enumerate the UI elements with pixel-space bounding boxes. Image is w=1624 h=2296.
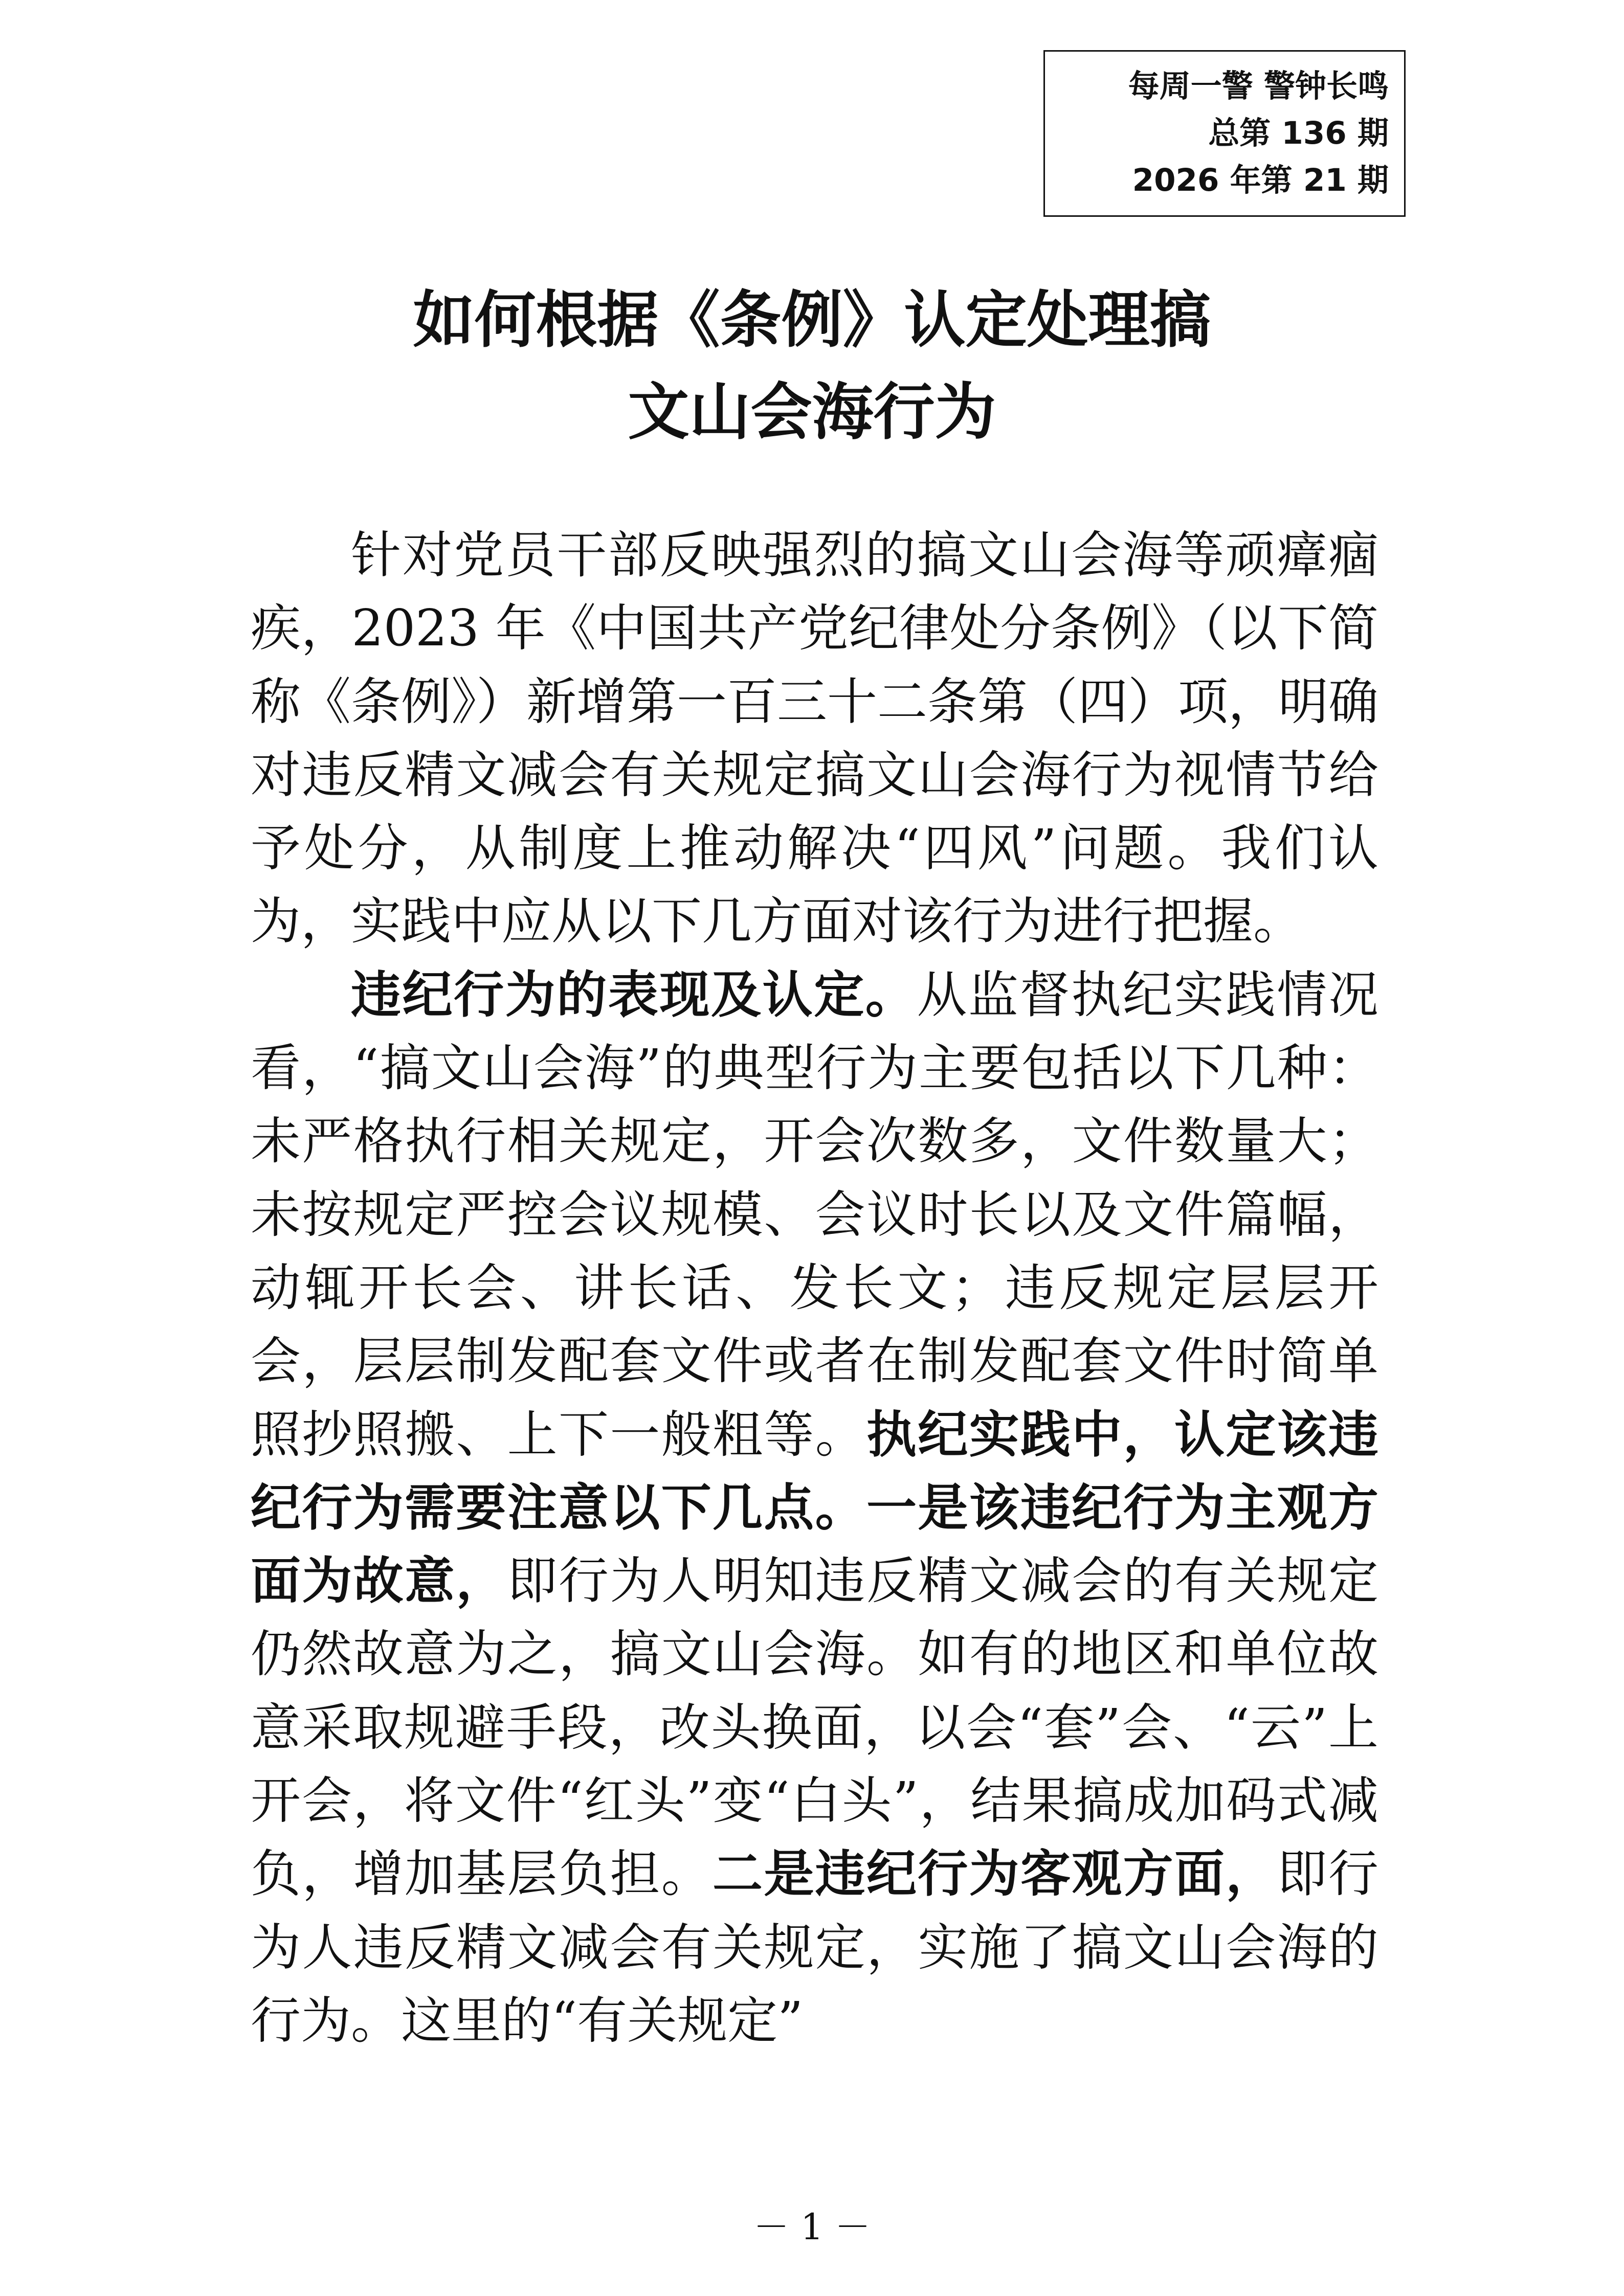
paragraph-text: 即行为人明知违反精文减会的有关规定仍然故意为之，搞文山会海。如有的地区和单位故意采取规避手段，改头换面，以会“套”会、“云”上开会，将文件“红头”变“白头”，结果搞成加码式减负，增加基层负担。 xyxy=(251,1552,1378,1904)
article-body xyxy=(251,519,1378,2058)
paragraph-text: 即行为人违反精文减会有关规定，实施了搞文山会海的行为。这里的“有关规定” xyxy=(251,1845,1378,2050)
title-line-1: 如何根据《条例》认定处理搞 xyxy=(413,285,1211,356)
issue-info-box xyxy=(1043,50,1406,217)
paragraph-violation xyxy=(251,959,1378,2058)
slogan: 每周一警 警钟长鸣 xyxy=(1128,68,1389,104)
bold-point-1: 执纪实践中，认定该违纪行为需要注意以下几点。一是该违纪行为主观方面为故意， xyxy=(251,1405,1378,1611)
document-title xyxy=(0,275,1624,459)
paragraph-text: 从监督执纪实践情况看，“搞文山会海”的典型行为主要包括以下几种：未严格执行相关规定，开会次数多，文件数量大；未按规定严控会议规模、会议时长以及文件篇幅，动辄开长会、讲长话、发长文；违反规定层层开会，层层制发配套文件或者在制发配套文件时简单照抄照搬、上下一般粗等。 xyxy=(251,965,1378,1464)
paragraph-intro: 针对党员干部反映强烈的搞文山会海等顽瘴痼疾，2023 年《中国共产党纪律处分条例》（以下简称《条例》）新增第一百三十二条第（四）项，明确对违反精文减会有关规定搞文山会海行为视情节给予处分，从制度上推动解决“四风”问题。我们认为，实践中应从以下几方面对该行为进行把握。 xyxy=(251,526,1379,951)
title-line-2: 文山会海行为 xyxy=(628,377,996,448)
section-heading: 违纪行为的表现及认定。 xyxy=(351,965,917,1024)
total-issue-number: 总第 136 期 xyxy=(1208,115,1389,151)
bold-point-2: 二是违纪行为客观方面， xyxy=(712,1845,1277,1904)
year-issue-number: 2026 年第 21 期 xyxy=(1132,162,1389,198)
page-number: － 1 － xyxy=(753,2206,871,2248)
